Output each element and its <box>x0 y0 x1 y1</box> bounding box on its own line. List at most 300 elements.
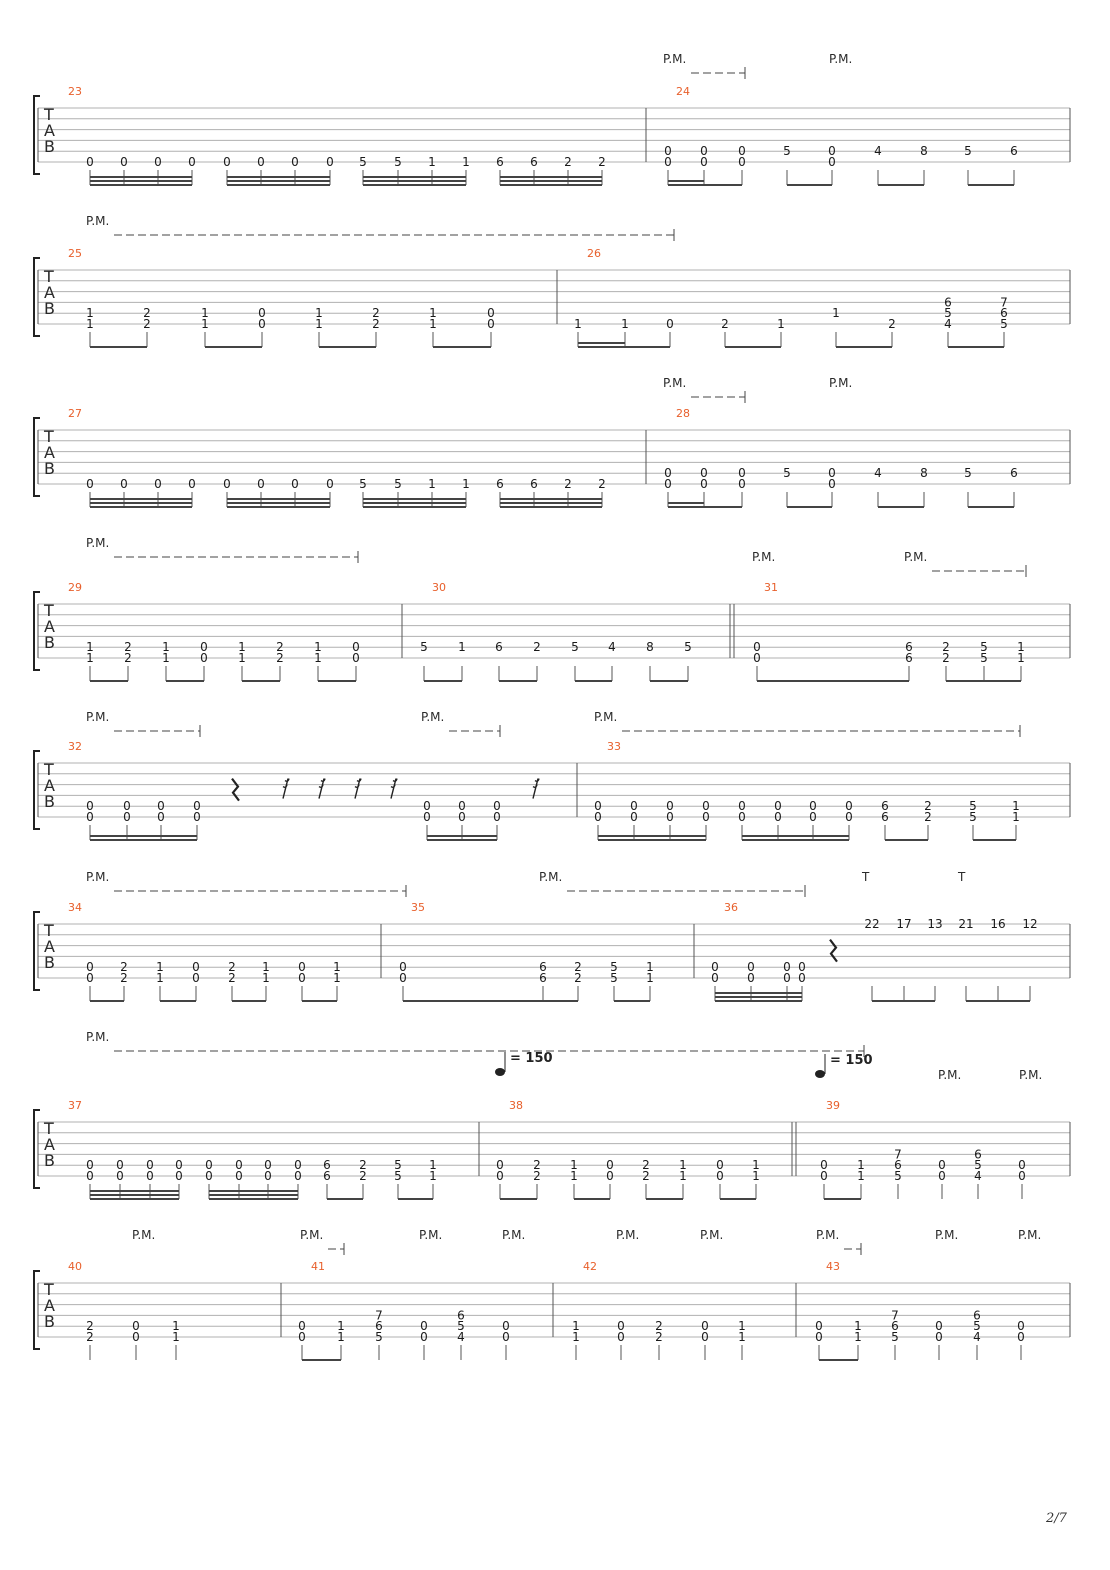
tab-clef-letter: T <box>44 921 54 940</box>
fret-number: 17 <box>896 917 912 931</box>
fret-number: 0 <box>738 477 746 491</box>
fret-number: 0 <box>86 477 94 491</box>
fret-number: 6 <box>881 799 889 814</box>
fret-number: 1 <box>679 1169 687 1183</box>
fret-number: 1 <box>752 1158 760 1173</box>
tempo-note-icon <box>815 1070 825 1078</box>
fret-number: 1 <box>857 1169 865 1183</box>
fret-number: 0 <box>1017 1319 1025 1334</box>
fret-number: 1 <box>262 960 270 975</box>
tab-clef-letter: B <box>44 459 55 478</box>
fret-number: 0 <box>146 1158 154 1173</box>
measure-number: 30 <box>432 581 446 594</box>
fret-number: 2 <box>642 1169 650 1183</box>
tab-clef-letter: A <box>44 776 55 795</box>
fret-number: 8 <box>920 144 928 159</box>
fret-number: 0 <box>257 477 265 491</box>
measure-number: 38 <box>509 1099 523 1112</box>
fret-number: 0 <box>617 1330 625 1344</box>
palm-mute-marking: P.M. <box>86 214 110 228</box>
fret-number: 5 <box>969 810 977 824</box>
fret-number: 2 <box>564 477 572 491</box>
tab-clef-letter: B <box>44 1312 55 1331</box>
fret-number: 6 <box>1010 144 1018 159</box>
tab-system <box>34 52 1070 185</box>
fret-number: 2 <box>574 960 582 975</box>
fret-number: 5 <box>359 477 367 491</box>
palm-mute-marking: P.M. <box>938 1068 962 1082</box>
fret-number: 0 <box>630 810 638 824</box>
fret-number: 1 <box>315 306 323 321</box>
fret-number: 0 <box>399 960 407 975</box>
palm-mute-marking: P.M. <box>421 710 445 724</box>
fret-number: 1 <box>1012 810 1020 824</box>
fret-number: 0 <box>235 1158 243 1173</box>
fret-number: 1 <box>428 155 436 169</box>
tab-system <box>34 536 1070 681</box>
fret-number: 6 <box>905 651 913 665</box>
fret-number: 1 <box>201 317 209 331</box>
fret-number: 0 <box>193 799 201 814</box>
palm-mute-marking: P.M. <box>86 710 110 724</box>
tab-clef-letter: A <box>44 1135 55 1154</box>
fret-number: 1 <box>86 651 94 665</box>
fret-number: 0 <box>205 1169 213 1183</box>
fret-number: 0 <box>132 1319 140 1334</box>
fret-number: 6 <box>375 1319 383 1334</box>
fret-number: 2 <box>143 317 151 331</box>
fret-number: 6 <box>1010 466 1018 481</box>
tap-marking: T <box>862 870 870 884</box>
fret-number: 5 <box>610 960 618 975</box>
fret-number: 2 <box>942 651 950 665</box>
measure-number: 41 <box>311 1260 325 1273</box>
tab-clef-letter: B <box>44 633 55 652</box>
fret-number: 5 <box>783 466 791 481</box>
palm-mute-marking: P.M. <box>594 710 618 724</box>
fret-number: 5 <box>783 144 791 159</box>
fret-number: 4 <box>874 466 882 481</box>
palm-mute-marking: P.M. <box>752 550 776 564</box>
measure-number: 36 <box>724 901 738 914</box>
fret-number: 2 <box>533 1158 541 1173</box>
fret-number: 2 <box>942 640 950 655</box>
fret-number: 5 <box>375 1330 383 1344</box>
fret-number: 5 <box>974 1158 982 1173</box>
tab-clef-letter: A <box>44 443 55 462</box>
fret-number: 0 <box>258 306 266 321</box>
fret-number: 1 <box>238 651 246 665</box>
fret-number: 1 <box>1012 799 1020 814</box>
fret-number: 1 <box>572 1330 580 1344</box>
fret-number: 0 <box>154 477 162 491</box>
palm-mute-marking: P.M. <box>86 1030 110 1044</box>
fret-number: 5 <box>980 651 988 665</box>
measure-number: 33 <box>607 740 621 753</box>
palm-mute-marking: P.M. <box>904 550 928 564</box>
palm-mute-marking: P.M. <box>86 870 110 884</box>
tab-clef-letter: B <box>44 1151 55 1170</box>
fret-number: 6 <box>539 960 547 975</box>
fret-number: 0 <box>664 477 672 491</box>
fret-number: 2 <box>86 1319 94 1334</box>
fret-number: 4 <box>944 317 952 331</box>
palm-mute-marking: P.M. <box>502 1228 526 1242</box>
fret-number: 16 <box>990 917 1006 931</box>
fret-number: 0 <box>86 155 94 169</box>
fret-number: 2 <box>124 651 132 665</box>
fret-number: 6 <box>973 1308 981 1323</box>
tab-clef-letter: A <box>44 283 55 302</box>
measure-number: 27 <box>68 407 82 420</box>
fret-number: 0 <box>935 1330 943 1344</box>
fret-number: 4 <box>974 1169 982 1183</box>
fret-number: 0 <box>716 1158 724 1173</box>
measure-number: 24 <box>676 85 690 98</box>
fret-number: 1 <box>314 640 322 655</box>
fret-number: 0 <box>716 1169 724 1183</box>
fret-number: 0 <box>711 960 719 975</box>
fret-number: 1 <box>315 317 323 331</box>
fret-number: 2 <box>598 477 606 491</box>
fret-number: 0 <box>291 155 299 169</box>
tab-clef-letter: T <box>44 1280 54 1299</box>
fret-number: 7 <box>894 1147 902 1162</box>
fret-number: 1 <box>738 1330 746 1344</box>
fret-number: 0 <box>820 1169 828 1183</box>
fret-number: 0 <box>193 810 201 824</box>
fret-number: 0 <box>257 155 265 169</box>
fret-number: 4 <box>457 1330 465 1344</box>
tab-clef-letter: B <box>44 137 55 156</box>
fret-number: 0 <box>783 960 791 975</box>
fret-number: 0 <box>86 960 94 975</box>
fret-number: 2 <box>120 960 128 975</box>
fret-number: 2 <box>228 971 236 985</box>
fret-number: 1 <box>646 971 654 985</box>
fret-number: 1 <box>574 317 582 331</box>
tempo-marking: = 150 <box>830 1053 873 1068</box>
fret-number: 0 <box>774 810 782 824</box>
fret-number: 6 <box>891 1319 899 1334</box>
fret-number: 0 <box>205 1158 213 1173</box>
fret-number: 2 <box>533 640 541 655</box>
fret-number: 4 <box>874 144 882 159</box>
fret-number: 0 <box>701 1330 709 1344</box>
fret-number: 0 <box>617 1319 625 1334</box>
fret-number: 1 <box>777 317 785 331</box>
fret-number: 8 <box>920 466 928 481</box>
fret-number: 0 <box>175 1169 183 1183</box>
fret-number: 1 <box>646 960 654 975</box>
fret-number: 1 <box>832 306 840 321</box>
tab-system <box>34 214 1070 347</box>
fret-number: 0 <box>938 1169 946 1183</box>
fret-number: 0 <box>664 466 672 481</box>
fret-number: 1 <box>621 317 629 331</box>
fret-number: 1 <box>86 640 94 655</box>
measure-number: 37 <box>68 1099 82 1112</box>
fret-number: 2 <box>655 1330 663 1344</box>
fret-number: 1 <box>1017 651 1025 665</box>
fret-number: 0 <box>188 477 196 491</box>
measure-number: 42 <box>583 1260 597 1273</box>
fret-number: 0 <box>747 971 755 985</box>
fret-number: 0 <box>753 651 761 665</box>
fret-number: 0 <box>487 306 495 321</box>
fret-number: 0 <box>828 466 836 481</box>
fret-number: 1 <box>854 1330 862 1344</box>
fret-number: 0 <box>798 960 806 975</box>
fret-number: 1 <box>156 960 164 975</box>
fret-number: 0 <box>188 155 196 169</box>
fret-number: 0 <box>420 1319 428 1334</box>
fret-number: 0 <box>738 144 746 159</box>
fret-number: 0 <box>594 799 602 814</box>
palm-mute-marking: P.M. <box>1019 1068 1043 1082</box>
fret-number: 0 <box>700 477 708 491</box>
fret-number: 0 <box>132 1330 140 1344</box>
fret-number: 0 <box>606 1169 614 1183</box>
fret-number: 6 <box>881 810 889 824</box>
fret-number: 5 <box>394 155 402 169</box>
fret-number: 5 <box>684 640 692 655</box>
fret-number: 5 <box>980 640 988 655</box>
quarter-rest <box>830 940 837 962</box>
fret-number: 1 <box>86 306 94 321</box>
fret-number: 1 <box>337 1330 345 1344</box>
fret-number: 1 <box>314 651 322 665</box>
fret-number: 1 <box>262 971 270 985</box>
fret-number: 1 <box>679 1158 687 1173</box>
fret-number: 1 <box>572 1319 580 1334</box>
fret-number: 1 <box>429 317 437 331</box>
fret-number: 5 <box>973 1319 981 1334</box>
fret-number: 0 <box>701 1319 709 1334</box>
fret-number: 2 <box>574 971 582 985</box>
fret-number: 1 <box>156 971 164 985</box>
tempo-marking: = 150 <box>510 1051 553 1066</box>
fret-number: 1 <box>429 1158 437 1173</box>
fret-number: 5 <box>394 1169 402 1183</box>
fret-number: 0 <box>294 1158 302 1173</box>
fret-number: 0 <box>783 971 791 985</box>
fret-number: 0 <box>502 1319 510 1334</box>
palm-mute-marking: P.M. <box>300 1228 324 1242</box>
fret-number: 2 <box>372 306 380 321</box>
fret-number: 6 <box>944 295 952 310</box>
fret-number: 0 <box>747 960 755 975</box>
fret-number: 1 <box>162 640 170 655</box>
fret-number: 1 <box>86 317 94 331</box>
fret-number: 22 <box>864 917 880 931</box>
fret-number: 0 <box>399 971 407 985</box>
fret-number: 1 <box>333 960 341 975</box>
tab-clef-letter: B <box>44 953 55 972</box>
measure-number: 25 <box>68 247 82 260</box>
tab-clef-letter: B <box>44 792 55 811</box>
fret-number: 5 <box>944 306 952 321</box>
palm-mute-marking: P.M. <box>86 536 110 550</box>
fret-number: 0 <box>496 1169 504 1183</box>
fret-number: 0 <box>845 810 853 824</box>
fret-number: 0 <box>1018 1158 1026 1173</box>
fret-number: 0 <box>774 799 782 814</box>
fret-number: 0 <box>493 799 501 814</box>
fret-number: 0 <box>86 1169 94 1183</box>
fret-number: 0 <box>86 971 94 985</box>
fret-number: 0 <box>828 144 836 159</box>
fret-number: 1 <box>738 1319 746 1334</box>
fret-number: 0 <box>798 971 806 985</box>
fret-number: 0 <box>298 960 306 975</box>
fret-number: 5 <box>359 155 367 169</box>
palm-mute-marking: P.M. <box>1018 1228 1042 1242</box>
fret-number: 1 <box>162 651 170 665</box>
fret-number: 0 <box>258 317 266 331</box>
fret-number: 0 <box>487 317 495 331</box>
fret-number: 0 <box>828 477 836 491</box>
fret-number: 0 <box>738 799 746 814</box>
fret-number: 7 <box>891 1308 899 1323</box>
palm-mute-marking: P.M. <box>935 1228 959 1242</box>
fret-number: 0 <box>666 317 674 331</box>
fret-number: 0 <box>157 799 165 814</box>
fret-number: 0 <box>192 971 200 985</box>
fret-number: 6 <box>530 477 538 491</box>
fret-number: 5 <box>964 466 972 481</box>
fret-number: 0 <box>223 477 231 491</box>
fret-number: 0 <box>86 810 94 824</box>
fret-number: 2 <box>359 1169 367 1183</box>
fret-number: 0 <box>711 971 719 985</box>
fret-number: 0 <box>738 466 746 481</box>
palm-mute-marking: P.M. <box>132 1228 156 1242</box>
fret-number: 0 <box>935 1319 943 1334</box>
fret-number: 2 <box>276 651 284 665</box>
measure-number: 43 <box>826 1260 840 1273</box>
fret-number: 0 <box>86 799 94 814</box>
fret-number: 0 <box>123 799 131 814</box>
measure-number: 31 <box>764 581 778 594</box>
fret-number: 6 <box>457 1308 465 1323</box>
quarter-rest <box>232 779 239 801</box>
fret-number: 6 <box>495 640 503 655</box>
fret-number: 0 <box>630 799 638 814</box>
palm-mute-marking: P.M. <box>616 1228 640 1242</box>
fret-number: 5 <box>964 144 972 159</box>
palm-mute-marking: P.M. <box>829 376 853 390</box>
tab-system <box>34 1030 1070 1199</box>
fret-number: 0 <box>666 810 674 824</box>
fret-number: 0 <box>298 971 306 985</box>
measure-number: 23 <box>68 85 82 98</box>
fret-number: 5 <box>420 640 428 655</box>
fret-number: 2 <box>124 640 132 655</box>
page-number: 2/7 <box>1046 1511 1067 1526</box>
fret-number: 0 <box>493 810 501 824</box>
fret-number: 6 <box>496 155 504 169</box>
fret-number: 2 <box>359 1158 367 1173</box>
fret-number: 1 <box>458 640 466 655</box>
fret-number: 6 <box>974 1147 982 1162</box>
fret-number: 0 <box>458 799 466 814</box>
fret-number: 0 <box>326 155 334 169</box>
fret-number: 0 <box>1017 1330 1025 1344</box>
fret-number: 0 <box>820 1158 828 1173</box>
tab-clef-letter: T <box>44 267 54 286</box>
fret-number: 0 <box>700 155 708 169</box>
fret-number: 2 <box>721 317 729 331</box>
tempo-note-icon <box>495 1068 505 1076</box>
fret-number: 0 <box>845 799 853 814</box>
palm-mute-marking: P.M. <box>663 376 687 390</box>
fret-number: 13 <box>927 917 943 931</box>
fret-number: 2 <box>598 155 606 169</box>
fret-number: 2 <box>86 1330 94 1344</box>
fret-number: 0 <box>157 810 165 824</box>
fret-number: 0 <box>123 810 131 824</box>
fret-number: 2 <box>372 317 380 331</box>
fret-number: 6 <box>539 971 547 985</box>
fret-number: 0 <box>352 651 360 665</box>
fret-number: 2 <box>228 960 236 975</box>
fret-number: 2 <box>642 1158 650 1173</box>
fret-number: 2 <box>888 317 896 331</box>
tab-clef-letter: A <box>44 121 55 140</box>
tab-clef-letter: A <box>44 1296 55 1315</box>
measure-number: 39 <box>826 1099 840 1112</box>
fret-number: 0 <box>120 155 128 169</box>
fret-number: 2 <box>143 306 151 321</box>
fret-number: 1 <box>570 1169 578 1183</box>
measure-number: 40 <box>68 1260 82 1273</box>
fret-number: 0 <box>291 477 299 491</box>
fret-number: 6 <box>323 1158 331 1173</box>
fret-number: 6 <box>323 1169 331 1183</box>
fret-number: 0 <box>738 810 746 824</box>
tab-system <box>34 1228 1070 1360</box>
fret-number: 2 <box>564 155 572 169</box>
fret-number: 6 <box>496 477 504 491</box>
fret-number: 0 <box>352 640 360 655</box>
fret-number: 0 <box>815 1319 823 1334</box>
fret-number: 1 <box>857 1158 865 1173</box>
fret-number: 1 <box>333 971 341 985</box>
fret-number: 8 <box>646 640 654 655</box>
fret-number: 1 <box>337 1319 345 1334</box>
fret-number: 2 <box>924 810 932 824</box>
tab-clef-letter: B <box>44 299 55 318</box>
fret-number: 0 <box>420 1330 428 1344</box>
fret-number: 6 <box>894 1158 902 1173</box>
fret-number: 12 <box>1022 917 1038 931</box>
fret-number: 1 <box>570 1158 578 1173</box>
fret-number: 0 <box>264 1158 272 1173</box>
fret-number: 0 <box>116 1169 124 1183</box>
fret-number: 0 <box>326 477 334 491</box>
fret-number: 0 <box>809 799 817 814</box>
fret-number: 0 <box>423 799 431 814</box>
fret-number: 0 <box>192 960 200 975</box>
fret-number: 0 <box>458 810 466 824</box>
fret-number: 1 <box>429 306 437 321</box>
fret-number: 6 <box>905 640 913 655</box>
fret-number: 5 <box>571 640 579 655</box>
palm-mute-marking: P.M. <box>700 1228 724 1242</box>
fret-number: 0 <box>664 144 672 159</box>
fret-number: 0 <box>298 1330 306 1344</box>
